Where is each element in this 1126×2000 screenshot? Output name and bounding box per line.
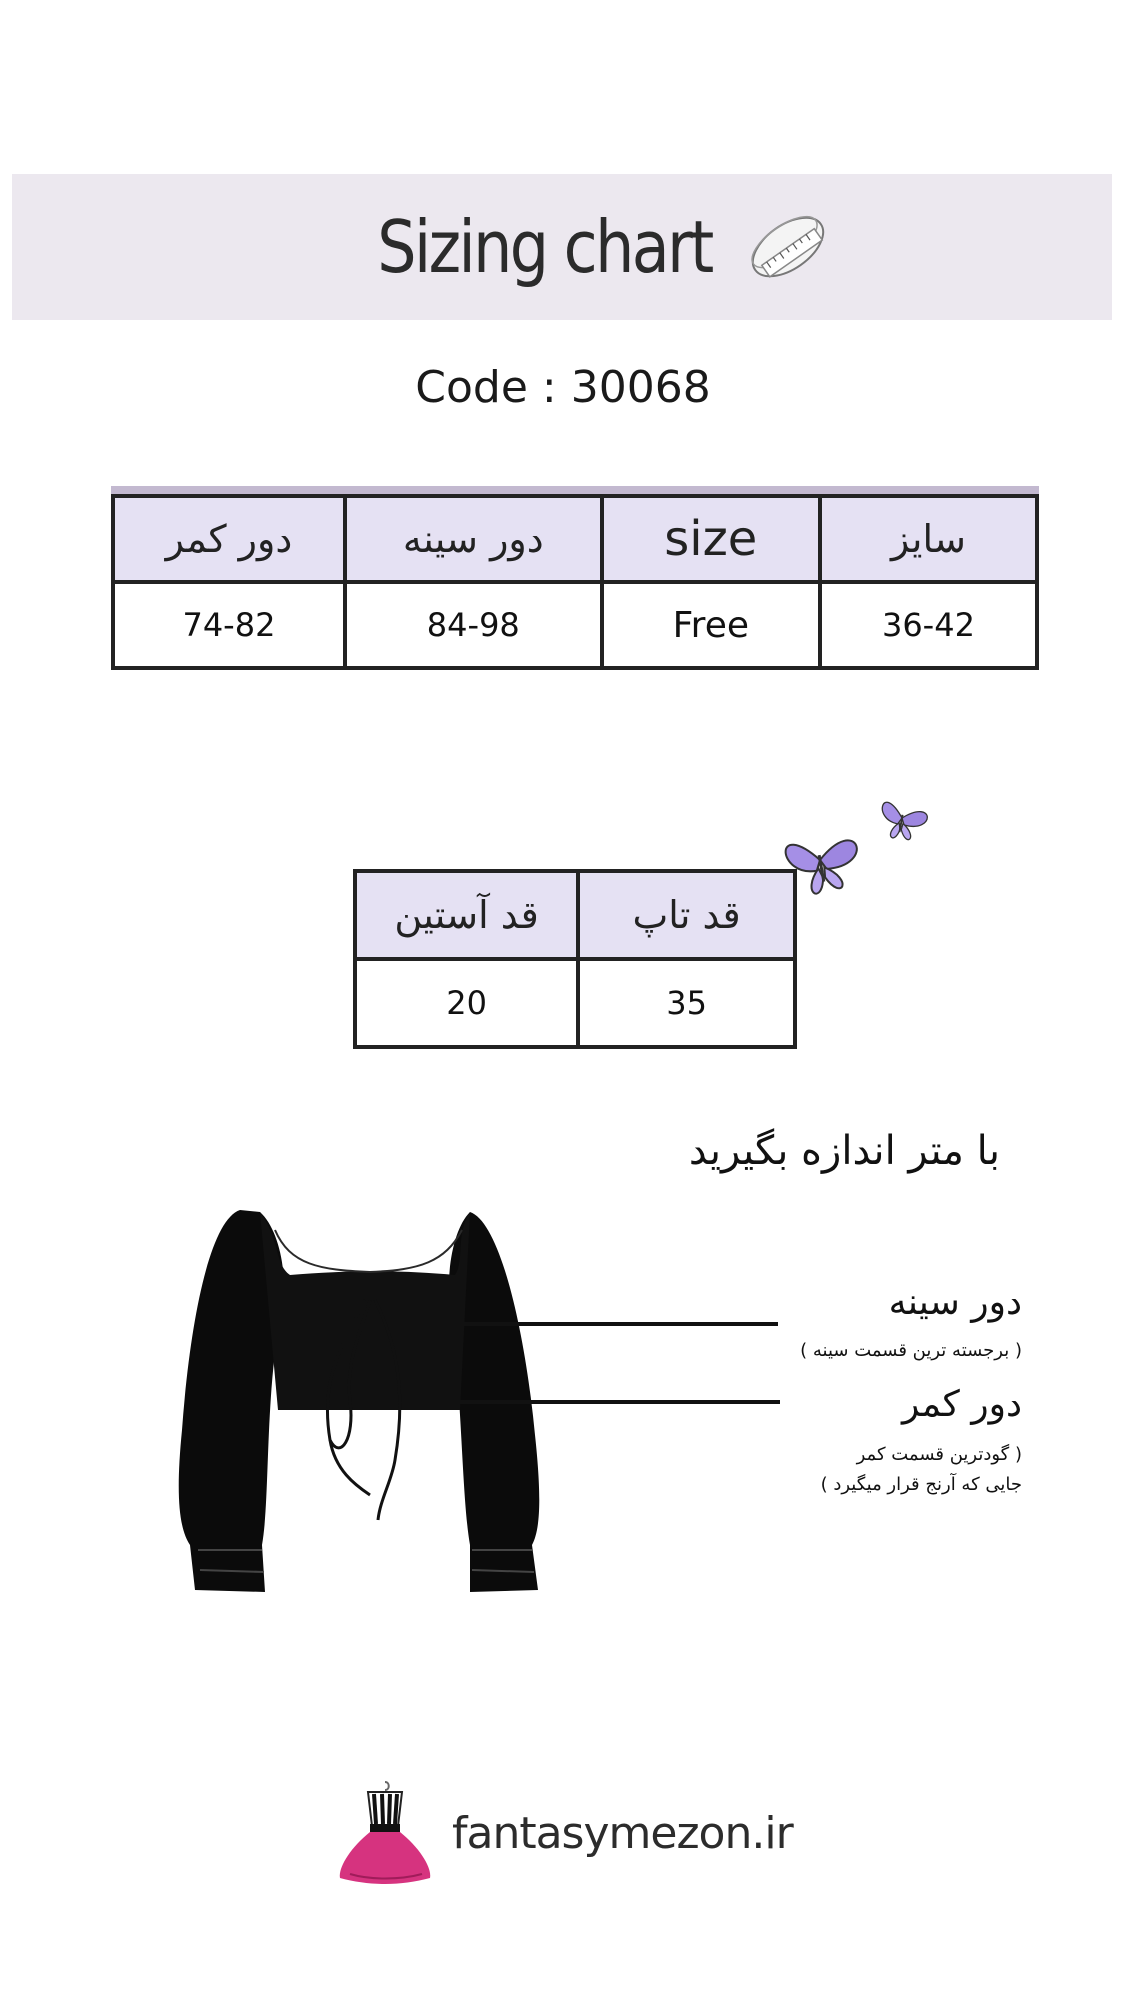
cell-size-fa: 36-42 <box>820 582 1037 668</box>
table-row <box>113 582 1037 668</box>
header-top-length: قد تاپ <box>578 871 795 959</box>
crop-top-illustration <box>170 1200 590 1610</box>
waist-note-line1: ( گودترین قسمت کمر <box>856 1444 1022 1465</box>
footer-brand <box>330 1778 793 1888</box>
header-size-fa: سایز <box>820 496 1037 582</box>
table-row <box>355 959 795 1047</box>
size-table <box>111 494 1039 670</box>
measure-instruction: با متر اندازه بگیرید <box>688 1128 1000 1174</box>
waist-note-line2: جایی که آرنج قرار میگیرد ) <box>820 1474 1022 1495</box>
chest-label: دور سینه <box>888 1282 1022 1323</box>
chest-note: ( برجسته ترین قسمت سینه ) <box>800 1340 1022 1361</box>
length-table <box>353 869 797 1049</box>
chest-pointer-line <box>430 1322 778 1326</box>
cell-sleeve-length: 20 <box>355 959 578 1047</box>
header-chest: دور سینه <box>345 496 602 582</box>
cell-waist: 74-82 <box>113 582 345 668</box>
product-code: Code : 30068 <box>415 362 711 413</box>
header-waist: دور کمر <box>113 496 345 582</box>
header-size-en: size <box>602 496 820 582</box>
page-title: Sizing chart <box>376 205 712 289</box>
cell-chest: 84-98 <box>345 582 602 668</box>
measuring-tape-icon <box>742 201 834 293</box>
cell-top-length: 35 <box>578 959 795 1047</box>
cell-size-en: Free <box>602 582 820 668</box>
footer-site: fantasymezon.ir <box>452 1807 793 1859</box>
title-banner <box>12 174 1112 320</box>
waist-pointer-line <box>430 1400 780 1404</box>
table-header-row <box>113 496 1037 582</box>
table-header-row <box>355 871 795 959</box>
dress-logo-icon <box>330 1778 440 1888</box>
table-top-accent <box>111 486 1039 494</box>
header-sleeve-length: قد آستین <box>355 871 578 959</box>
waist-label: دور کمر <box>901 1384 1022 1425</box>
